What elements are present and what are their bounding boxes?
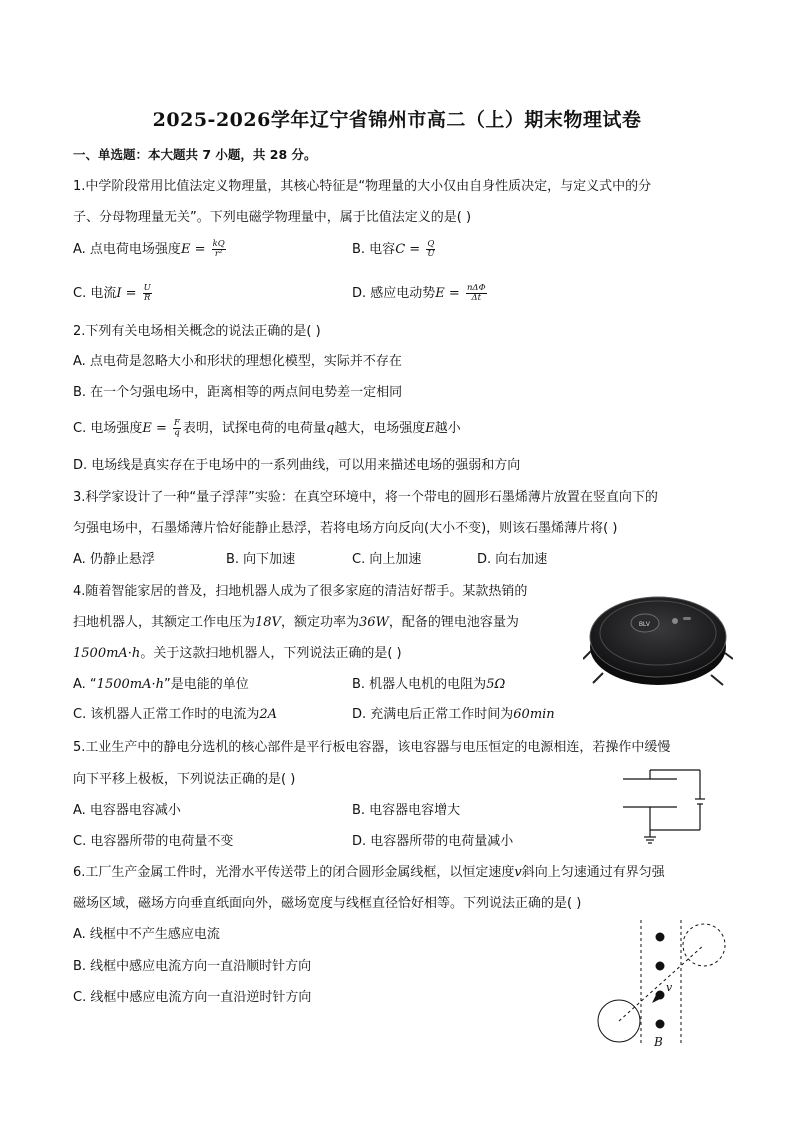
q5-stem-line1: 5.工业生产中的静电分选机的核心部件是平行板电容器，该电容器与电压恒定的电源相连，若操作中缓慢 bbox=[73, 740, 671, 755]
q6-option-c[interactable]: C. 线框中感应电流方向一直沿逆时针方向 bbox=[73, 990, 312, 1005]
q3-option-c[interactable]: C. 向上加速 bbox=[352, 552, 422, 567]
q1-option-c[interactable]: C. 电流I = $\frac{U}{R}$ bbox=[73, 283, 151, 303]
q4-option-a[interactable]: A. “1500mA·h”是电能的单位 bbox=[73, 677, 249, 692]
q1-stem-line1: 1.中学阶段常用比值法定义物理量，其核心特征是“物理量的大小仅由自身性质决定，与定义式中的分 bbox=[73, 179, 652, 194]
q2-option-c[interactable]: C. 电场强度E = $\frac{F}{q}$ 表明，试探电荷的电荷量q越大，电场强度E越小 bbox=[73, 418, 461, 438]
q4-stem-line2: 扫地机器人，其额定工作电压为18V，额定功率为36W，配备的锂电池容量为 bbox=[73, 615, 519, 630]
q1-c-fraction: $\frac{U}{R}$ bbox=[143, 283, 151, 303]
q3-stem-line1: 3.科学家设计了一种“量子浮萍”实验：在真空环境中，将一个带电的圆形石墨烯薄片放置在竖直向下的 bbox=[73, 490, 658, 505]
section-heading: 一、单选题：本大题共 7 小题，共 28 分。 bbox=[73, 147, 317, 162]
q5-option-b[interactable]: B. 电容器电容增大 bbox=[352, 803, 461, 818]
q4-option-d[interactable]: D. 充满电后正常工作时间为60min bbox=[352, 707, 555, 722]
q2-option-d[interactable]: D. 电场线是真实存在于电场中的一系列曲线，可以用来描述电场的强弱和方向 bbox=[73, 458, 521, 473]
magnetic-field-diagram bbox=[592, 915, 732, 1055]
capacitor-circuit-diagram bbox=[615, 765, 715, 847]
q1-a-fraction: $\frac{kQ}{\text{r²}}$ bbox=[212, 239, 225, 259]
q1-option-d[interactable]: D. 感应电动势E = $\frac{\text{nΔΦ}}{\Delta t}$ bbox=[352, 283, 486, 303]
q5-stem-line2: 向下平移上极板，下列说法正确的是( ) bbox=[73, 772, 296, 787]
q1-b-fraction: $\frac{Q}{U}$ bbox=[427, 239, 435, 259]
q2-option-a[interactable]: A. 点电荷是忽略大小和形状的理想化模型，实际并不存在 bbox=[73, 354, 402, 369]
page-title: 2025-2026学年辽宁省锦州市高二（上）期末物理试卷 bbox=[152, 109, 642, 131]
robot-vacuum-image bbox=[583, 575, 733, 693]
q3-option-b[interactable]: B. 向下加速 bbox=[226, 552, 296, 567]
q4-stem-line3: 1500mA·h。关于这款扫地机器人，下列说法正确的是( ) bbox=[73, 646, 402, 661]
field-B-label: B bbox=[654, 1035, 663, 1049]
q5-option-a[interactable]: A. 电容器电容减小 bbox=[73, 803, 181, 818]
q6-option-b[interactable]: B. 线框中感应电流方向一直沿顺时针方向 bbox=[73, 959, 312, 974]
q4-option-b[interactable]: B. 机器人电机的电阻为5Ω bbox=[352, 677, 506, 692]
q4-option-c[interactable]: C. 该机器人正常工作时的电流为2A bbox=[73, 707, 278, 722]
q1-option-b[interactable]: B. 电容C = $\frac{Q}{U}$ bbox=[352, 239, 435, 259]
robot-brand-text: BLV bbox=[639, 622, 650, 628]
q5-option-d[interactable]: D. 电容器所带的电荷量减小 bbox=[352, 834, 514, 849]
q3-stem-line2: 匀强电场中，石墨烯薄片恰好能静止悬浮，若将电场方向反向(大小不变)，则该石墨烯薄片将( ) bbox=[73, 521, 618, 536]
q5-option-c[interactable]: C. 电容器所带的电荷量不变 bbox=[73, 834, 234, 849]
q2-stem: 2.下列有关电场相关概念的说法正确的是( ) bbox=[73, 324, 321, 339]
velocity-label: v bbox=[666, 981, 673, 994]
q1-d-fraction: $\frac{\text{nΔΦ}}{\Delta t}$ bbox=[466, 283, 486, 303]
q1-option-a[interactable]: A. 点电荷电场强度E = $\frac{kQ}{\text{r²}}$ bbox=[73, 239, 225, 259]
q3-option-d[interactable]: D. 向右加速 bbox=[477, 552, 548, 567]
q3-option-a[interactable]: A. 仍静止悬浮 bbox=[73, 552, 155, 567]
q4-stem-line1: 4.随着智能家居的普及，扫地机器人成为了很多家庭的清洁好帮手。某款热销的 bbox=[73, 584, 528, 599]
q6-stem-line2: 磁场区域，磁场方向垂直纸面向外，磁场宽度与线框直径恰好相等。下列说法正确的是( ) bbox=[73, 896, 582, 911]
q6-stem-line1: 6.工厂生产金属工件时，光滑水平传送带上的闭合圆形金属线框，以恒定速度v斜向上匀速通过有界匀强 bbox=[73, 865, 665, 880]
q1-stem-line2: 子、分母物理量无关”。下列电磁学物理量中，属于比值法定义的是( ) bbox=[73, 210, 472, 225]
q6-option-a[interactable]: A. 线框中不产生感应电流 bbox=[73, 927, 220, 942]
q2-c-fraction: $\frac{F}{q}$ bbox=[174, 418, 180, 438]
q2-option-b[interactable]: B. 在一个匀强电场中，距离相等的两点间电势差一定相同 bbox=[73, 385, 403, 400]
